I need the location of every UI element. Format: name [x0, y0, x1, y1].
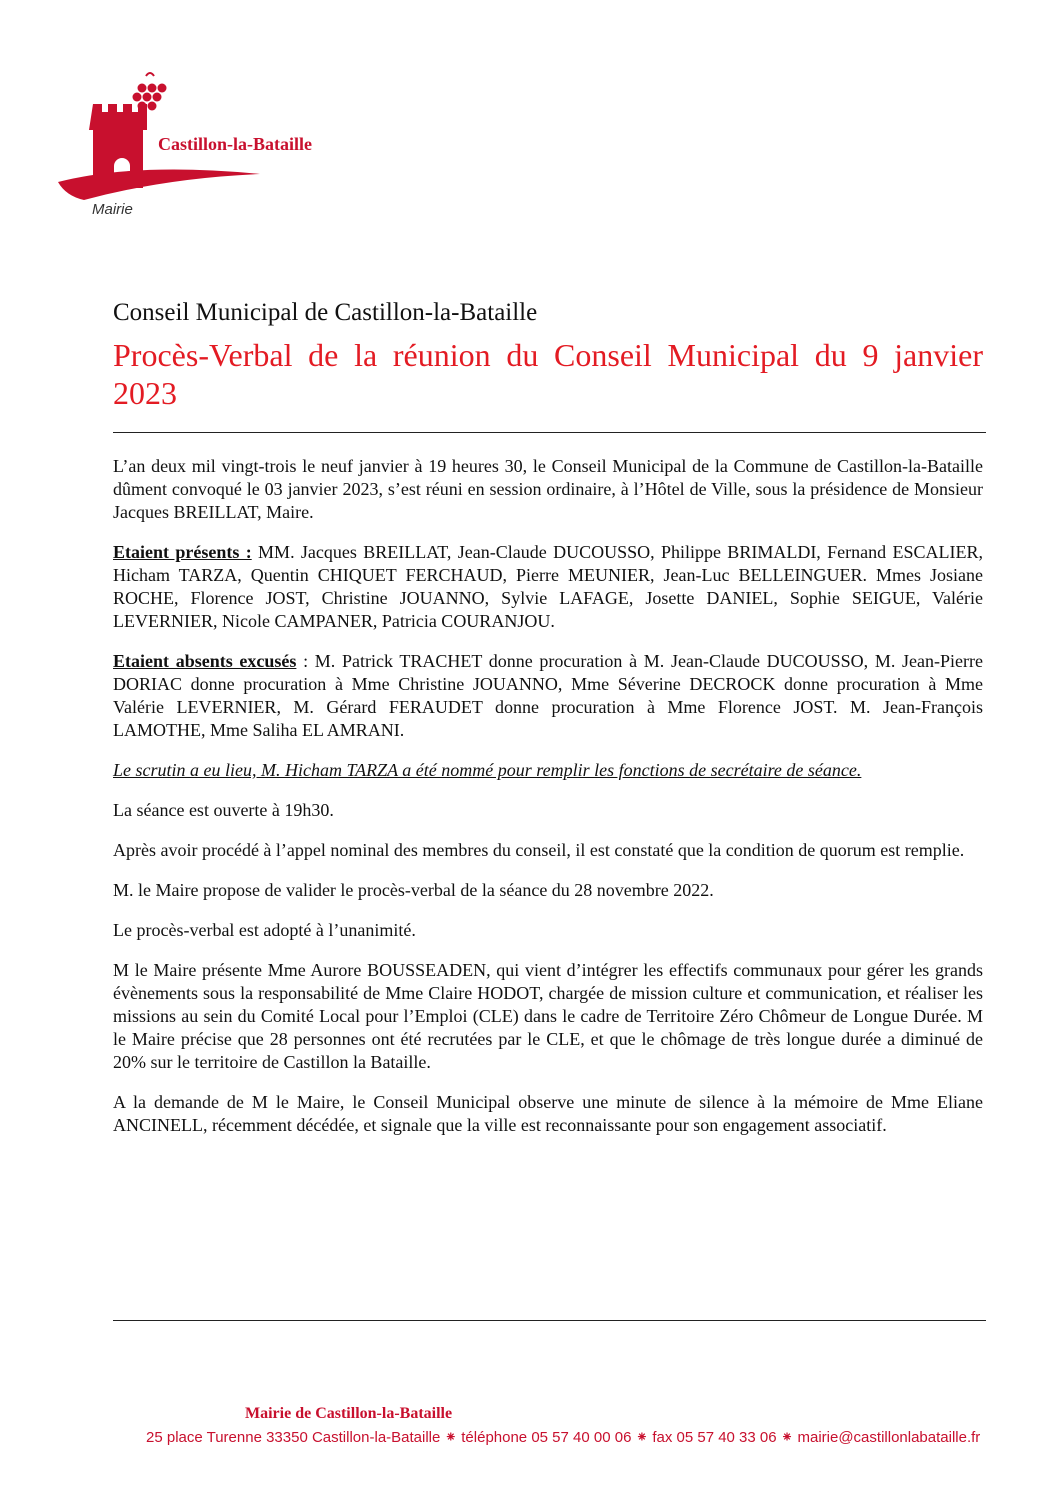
present-paragraph — [113, 541, 983, 633]
absent-list: : M. Patrick TRACHET donne procuration à M. Jean-Claude DUCOUSSO, M. Jean-Pierre DORIAC donne procuration à Mme Christine JOUANNO, Mme Séverine DECROCK donne procuration à Mme Valérie LEVERNIER, M. Gérard FERAUDET donne procuration à Mme Florence JOST. M. Jean-François LAMOTHE, Mme Saliha EL AMRANI. — [113, 651, 984, 740]
body-paragraph: M. le Maire propose de valider le procès-verbal de la séance du 28 novembre 2022. — [113, 880, 714, 900]
body-paragraph: La séance est ouverte à 19h30. — [113, 800, 334, 820]
body-paragraph: Après avoir procédé à l’appel nominal des membres du conseil, il est constaté que la condition de quorum est remplie. — [113, 840, 965, 860]
body-paragraph: M le Maire présente Mme Aurore BOUSSEADEN, qui vient d’intégrer les effectifs communaux pour gérer les grands évènements sous la responsabilité de Mme Claire HODOT, chargée de mission culture et communication, et réaliser les missions au sein du Comité Local pour l’Emploi (CLE) dans le cadre de Territoire Zéro Chômeur de Longue Durée. M le Maire précise que 28 personnes ont été recrutées par le CLE, et que le chômage de très longue durée a diminué de 20% sur le territoire de Castillon la Bataille. — [113, 960, 983, 1072]
logo-subtitle: Mairie — [92, 201, 133, 218]
council-title: Conseil Municipal de Castillon-la-Bataille — [113, 299, 538, 326]
document-body — [113, 455, 983, 1154]
body-paragraph: A la demande de M le Maire, le Conseil Municipal observe une minute de silence à la mémoire de Mme Eliane ANCINELL, récemment décédée, et signale que la ville est reconnaissante pour son engagement associatif. — [113, 1092, 983, 1135]
secretary-note: Le scrutin a eu lieu, M. Hicham TARZA a été nommé pour remplir les fonctions de secrétaire de séance. — [113, 760, 862, 780]
intro-paragraph: L’an deux mil vingt-trois le neuf janvier à 19 heures 30, le Conseil Municipal de la Commune de Castillon-la-Bataille dûment convoqué le 03 janvier 2023, s’est réuni en session ordinaire, à l’Hôtel de Ville, sous la présidence de Monsieur Jacques BREILLAT, Maire. — [113, 456, 983, 522]
secretary-paragraph — [113, 759, 983, 782]
absent-paragraph — [113, 650, 983, 742]
bottom-divider — [113, 1320, 986, 1321]
mairie-logo — [56, 70, 376, 230]
document-title: Procès-Verbal de la réunion du Conseil Municipal du 9 janvier 2023 — [113, 337, 983, 411]
logo-name: Castillon-la-Bataille — [158, 134, 312, 154]
footer-address: 25 place Turenne 33350 Castillon-la-Bataille ⁕ téléphone 05 57 40 00 06 ⁕ fax 05 57 40 33 06 ⁕ mairie@castillonlabataille.fr — [146, 1429, 981, 1446]
top-divider — [113, 432, 986, 433]
present-list: MM. Jacques BREILLAT, Jean-Claude DUCOUSSO, Philippe BRIMALDI, Fernand ESCALIER, Hicham TARZA, Quentin CHIQUET FERCHAUD, Pierre MEUNIER, Jean-Luc BELLEINGUER. Mmes Josiane ROCHE, Florence JOST, Christine JOUANNO, Sylvie LAFAGE, Josette DANIEL, Sophie SEIGUE, Valérie LEVERNIER, Nicole CAMPANER, Patricia COURANJOU. — [113, 542, 983, 631]
absent-label: Etaient absents excusés — [113, 651, 297, 671]
present-label: Etaient présents : — [113, 542, 252, 562]
footer-name: Mairie de Castillon-la-Bataille — [245, 1405, 453, 1422]
body-paragraph: Le procès-verbal est adopté à l’unanimité. — [113, 920, 416, 940]
